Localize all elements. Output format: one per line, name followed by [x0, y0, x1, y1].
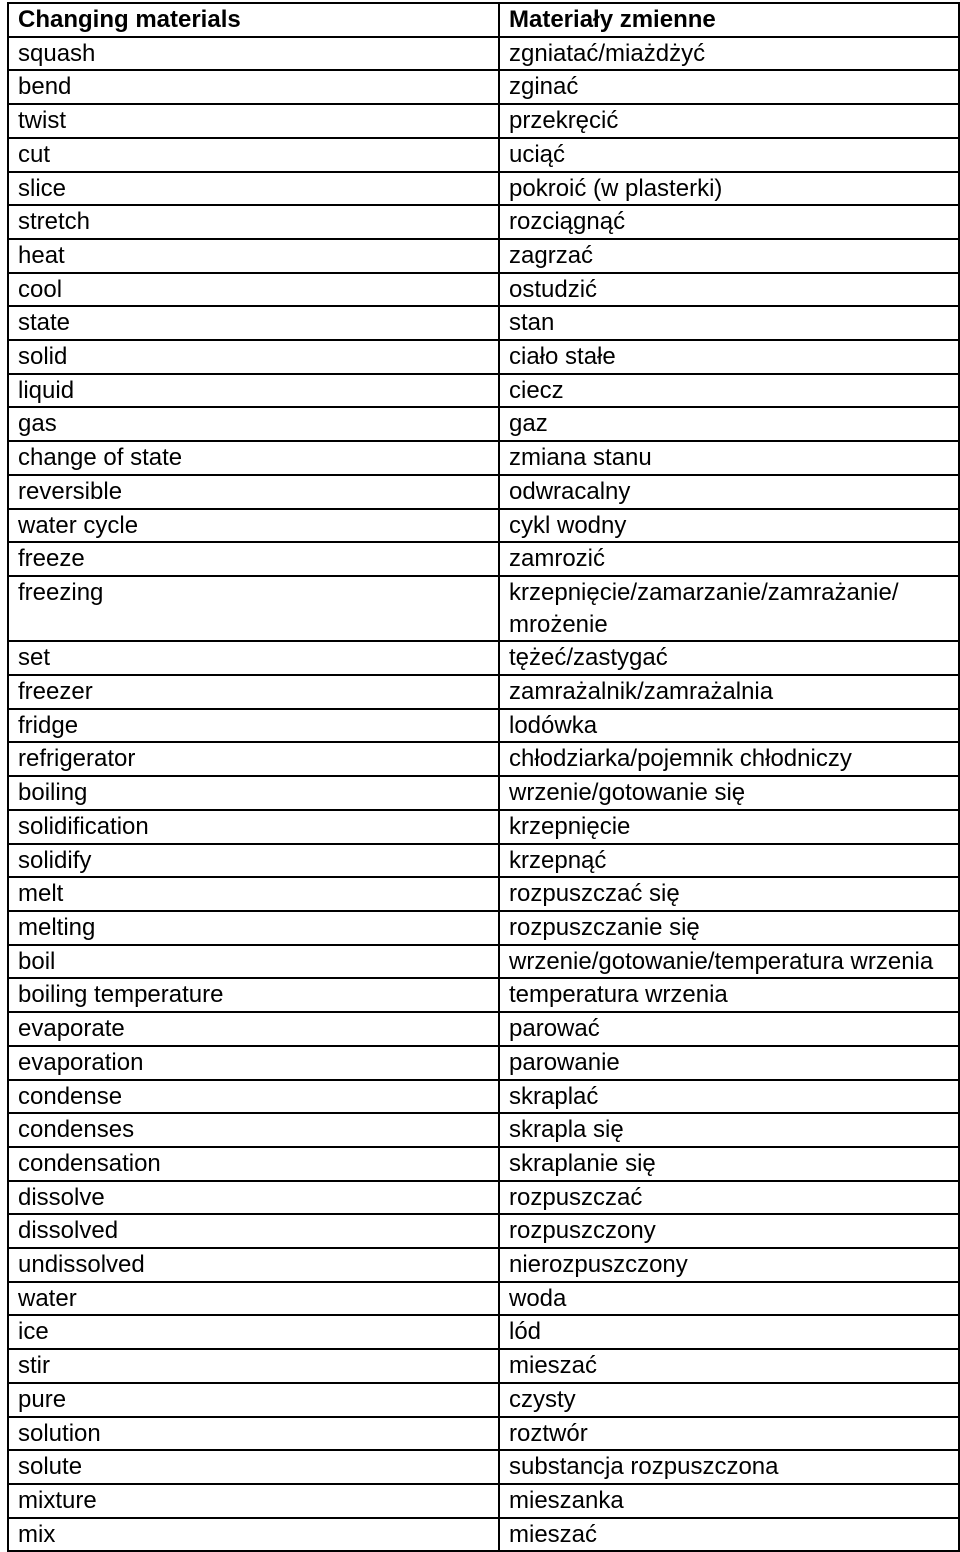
polish-translation: rozpuszczanie się — [499, 911, 959, 945]
polish-translation: ciało stałe — [499, 340, 959, 374]
table-row — [8, 1450, 959, 1484]
english-term: solute — [8, 1450, 499, 1484]
table-row — [8, 978, 959, 1012]
polish-translation: zamrażalnik/zamrażalnia — [499, 675, 959, 709]
table-row — [8, 441, 959, 475]
polish-translation: lodówka — [499, 709, 959, 743]
polish-translation: chłodziarka/pojemnik chłodniczy — [499, 742, 959, 776]
english-term: fridge — [8, 709, 499, 743]
english-term: slice — [8, 172, 499, 206]
polish-translation: uciąć — [499, 138, 959, 172]
polish-translation: wrzenie/gotowanie/temperatura wrzenia — [499, 945, 959, 979]
polish-translation: nierozpuszczony — [499, 1248, 959, 1282]
english-term: dissolve — [8, 1181, 499, 1215]
table-row — [8, 1080, 959, 1114]
polish-translation: lód — [499, 1315, 959, 1349]
english-term: cool — [8, 273, 499, 307]
polish-translation: mieszać — [499, 1349, 959, 1383]
table-row — [8, 509, 959, 543]
polish-translation: mieszanka — [499, 1484, 959, 1518]
table-row — [8, 70, 959, 104]
polish-translation: gaz — [499, 407, 959, 441]
table-row — [8, 844, 959, 878]
english-term: melt — [8, 877, 499, 911]
table-row — [8, 1012, 959, 1046]
table-row — [8, 172, 959, 206]
table-row — [8, 273, 959, 307]
polish-translation: zginać — [499, 70, 959, 104]
english-term: freezer — [8, 675, 499, 709]
english-term: refrigerator — [8, 742, 499, 776]
table-row — [8, 641, 959, 675]
header-row — [8, 3, 959, 37]
english-term: state — [8, 306, 499, 340]
vocabulary-table — [7, 2, 960, 1552]
polish-translation: zmiana stanu — [499, 441, 959, 475]
english-term: twist — [8, 104, 499, 138]
table-row — [8, 1518, 959, 1552]
polish-translation: temperatura wrzenia — [499, 978, 959, 1012]
english-column-header: Changing materials — [8, 3, 499, 37]
table-row — [8, 306, 959, 340]
polish-translation: roztwór — [499, 1417, 959, 1451]
english-term: boiling temperature — [8, 978, 499, 1012]
english-term: condenses — [8, 1113, 499, 1147]
table-row — [8, 945, 959, 979]
table-row — [8, 340, 959, 374]
english-term: mixture — [8, 1484, 499, 1518]
english-term: evaporate — [8, 1012, 499, 1046]
polish-translation: substancja rozpuszczona — [499, 1450, 959, 1484]
table-row — [8, 877, 959, 911]
polish-translation: odwracalny — [499, 475, 959, 509]
table-row — [8, 475, 959, 509]
polish-translation: krzepnąć — [499, 844, 959, 878]
english-term: condensation — [8, 1147, 499, 1181]
polish-translation: ciecz — [499, 374, 959, 408]
polish-translation: pokroić (w plasterki) — [499, 172, 959, 206]
english-term: gas — [8, 407, 499, 441]
vocabulary-body — [8, 37, 959, 1552]
polish-translation: rozpuszczony — [499, 1214, 959, 1248]
polish-translation: krzepnięcie — [499, 810, 959, 844]
english-term: stretch — [8, 205, 499, 239]
table-row — [8, 1181, 959, 1215]
polish-column-header: Materiały zmienne — [499, 3, 959, 37]
table-row — [8, 1383, 959, 1417]
polish-translation: skraplać — [499, 1080, 959, 1114]
table-row — [8, 776, 959, 810]
polish-translation: parowanie — [499, 1046, 959, 1080]
english-term: ice — [8, 1315, 499, 1349]
polish-translation: ostudzić — [499, 273, 959, 307]
english-term: melting — [8, 911, 499, 945]
table-row — [8, 576, 959, 641]
english-term: evaporation — [8, 1046, 499, 1080]
table-row — [8, 1248, 959, 1282]
polish-translation: stan — [499, 306, 959, 340]
english-term: liquid — [8, 374, 499, 408]
polish-translation: krzepnięcie/zamarzanie/zamrażanie/ mrożenie — [499, 576, 959, 641]
table-row — [8, 1417, 959, 1451]
polish-translation: rozpuszczać — [499, 1181, 959, 1215]
table-row — [8, 205, 959, 239]
table-row — [8, 138, 959, 172]
table-row — [8, 911, 959, 945]
english-term: change of state — [8, 441, 499, 475]
polish-translation: rozciągnąć — [499, 205, 959, 239]
english-term: pure — [8, 1383, 499, 1417]
english-term: boiling — [8, 776, 499, 810]
english-term: bend — [8, 70, 499, 104]
table-row — [8, 1349, 959, 1383]
polish-translation: zamrozić — [499, 542, 959, 576]
polish-translation: wrzenie/gotowanie się — [499, 776, 959, 810]
english-term: heat — [8, 239, 499, 273]
english-term: dissolved — [8, 1214, 499, 1248]
english-term: water — [8, 1282, 499, 1316]
table-row — [8, 37, 959, 71]
english-term: solution — [8, 1417, 499, 1451]
polish-translation: cykl wodny — [499, 509, 959, 543]
table-row — [8, 542, 959, 576]
table-row — [8, 810, 959, 844]
english-term: mix — [8, 1518, 499, 1552]
english-term: water cycle — [8, 509, 499, 543]
table-row — [8, 239, 959, 273]
english-term: freezing — [8, 576, 499, 641]
english-term: solidification — [8, 810, 499, 844]
english-term: freeze — [8, 542, 499, 576]
polish-translation: tężeć/zastygać — [499, 641, 959, 675]
polish-translation: mieszać — [499, 1518, 959, 1552]
polish-translation: parować — [499, 1012, 959, 1046]
english-term: cut — [8, 138, 499, 172]
english-term: condense — [8, 1080, 499, 1114]
english-term: boil — [8, 945, 499, 979]
table-row — [8, 709, 959, 743]
polish-translation: skrapla się — [499, 1113, 959, 1147]
english-term: squash — [8, 37, 499, 71]
table-row — [8, 407, 959, 441]
table-row — [8, 1315, 959, 1349]
table-row — [8, 742, 959, 776]
english-term: reversible — [8, 475, 499, 509]
polish-translation: zgniatać/miażdżyć — [499, 37, 959, 71]
english-term: solidify — [8, 844, 499, 878]
table-row — [8, 1214, 959, 1248]
polish-translation: przekręcić — [499, 104, 959, 138]
polish-translation: woda — [499, 1282, 959, 1316]
english-term: solid — [8, 340, 499, 374]
table-row — [8, 1484, 959, 1518]
table-row — [8, 675, 959, 709]
table-row — [8, 104, 959, 138]
english-term: set — [8, 641, 499, 675]
english-term: undissolved — [8, 1248, 499, 1282]
table-row — [8, 374, 959, 408]
table-row — [8, 1113, 959, 1147]
polish-translation: skraplanie się — [499, 1147, 959, 1181]
english-term: stir — [8, 1349, 499, 1383]
table-row — [8, 1147, 959, 1181]
polish-translation: czysty — [499, 1383, 959, 1417]
table-row — [8, 1282, 959, 1316]
table-row — [8, 1046, 959, 1080]
polish-translation: zagrzać — [499, 239, 959, 273]
polish-translation: rozpuszczać się — [499, 877, 959, 911]
